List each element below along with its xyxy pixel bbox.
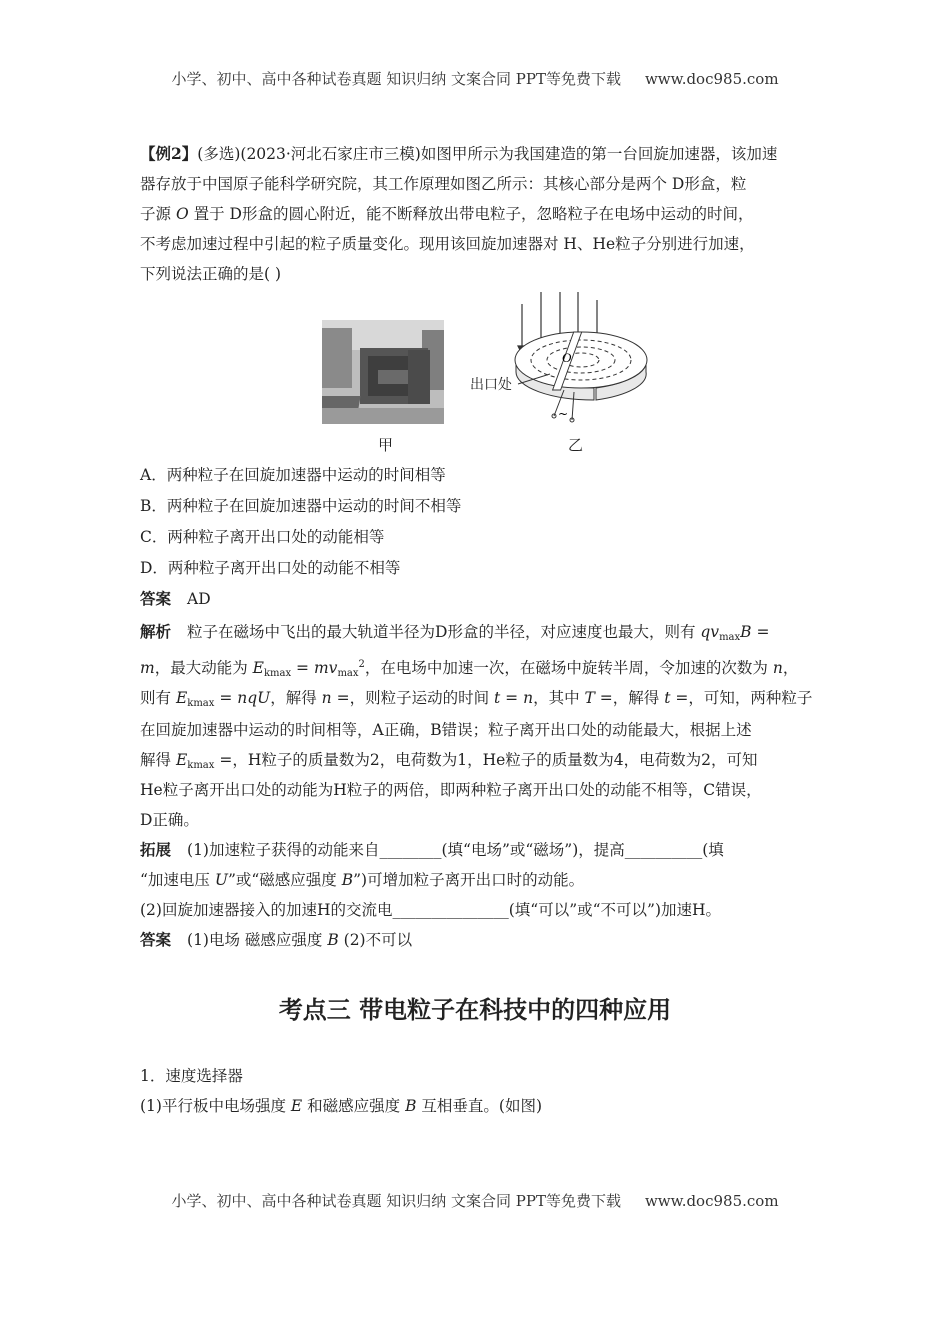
example-line-1 — [140, 142, 812, 166]
analysis-text-5b: =，H粒子的质量数为2，电荷数为1，He粒子的质量数为4，电荷数为2，可知 — [214, 751, 758, 769]
extension-line-1 — [140, 838, 812, 862]
analysis-var-m: m — [140, 659, 155, 677]
figure-exit-label: 出口处 — [470, 377, 512, 393]
figure-caption-a: 甲 — [378, 436, 394, 454]
analysis-line-2 — [140, 653, 812, 686]
option-c: C．两种粒子离开出口处的动能相等 — [140, 528, 385, 546]
item1-text-a: (1)平行板中电场强度 — [140, 1097, 291, 1115]
analysis-var-e: E — [252, 659, 264, 677]
answer-label: 答案 — [140, 589, 172, 608]
analysis-line-6 — [140, 778, 812, 802]
extension-label: 拓展 — [140, 840, 172, 859]
footer-text: 小学、初中、高中各种试卷真题 知识归纳 文案合同 PPT等免费下载 — [171, 1192, 621, 1210]
analysis-sub-kmax2: kmax — [187, 698, 215, 709]
example-line-5 — [140, 262, 812, 286]
example-line-4 — [140, 232, 812, 256]
analysis-sub-kmax: kmax — [263, 668, 292, 679]
figure-caption-b: 乙 — [568, 436, 584, 454]
item1-text-c: 互相垂直。(如图) — [416, 1097, 542, 1115]
option-b: B．两种粒子在回旋加速器中运动的时间不相等 — [140, 497, 462, 515]
example-text-2: 器存放于中国原子能科学研究院，其工作原理如图乙所示：其核心部分是两个 D形盒，粒 — [140, 175, 747, 193]
item1-line-1 — [140, 1094, 812, 1118]
page-footer — [0, 1190, 950, 1211]
answer2-text-a: (1)电场 磁感应强度 — [187, 931, 328, 949]
analysis-text-2d: ， — [782, 659, 799, 677]
figure-ac-symbol: ~ — [558, 407, 569, 421]
analysis-var-mv: mv — [313, 659, 338, 677]
item1-var-b: B — [405, 1097, 417, 1115]
example-line-2 — [140, 172, 812, 196]
analysis-label: 解析 — [140, 622, 172, 641]
option-a: A．两种粒子在回旋加速器中运动的时间相等 — [140, 466, 446, 484]
analysis-var-period: T — [584, 689, 595, 707]
analysis-var-e2: E — [175, 689, 188, 707]
option-d: D．两种粒子离开出口处的动能不相等 — [140, 559, 401, 577]
analysis-eq2: = — [291, 659, 314, 677]
analysis-line-4 — [140, 718, 812, 742]
example-text-3b: 置于 D形盒的圆心附近，能不断释放出带电粒子，忽略粒子在电场中运动的时间， — [188, 205, 754, 223]
answer-value: AD — [187, 590, 211, 608]
example-var-o: O — [175, 205, 189, 223]
analysis-text-3f: ，其中 — [533, 689, 585, 707]
analysis-text-6: He粒子离开出口处的动能为H粒子的两倍，即两种粒子离开出口处的动能不相等，C错误， — [140, 781, 762, 799]
extension-text-2c: ”)可增加粒子离开出口时的动能。 — [353, 871, 585, 889]
analysis-text-5a: 解得 — [140, 751, 176, 769]
analysis-text-3c: ，解得 — [270, 689, 322, 707]
section-title: 考点三 带电粒子在科技中的四种应用 — [278, 996, 672, 1024]
analysis-sub-kmax3: kmax — [187, 760, 215, 771]
analysis-line-5 — [140, 748, 812, 778]
analysis-line-3 — [140, 686, 812, 716]
analysis-var-qv: qv — [700, 623, 720, 641]
answer2-var-b: B — [327, 931, 339, 949]
header-url[interactable]: www.doc985.com — [644, 70, 779, 88]
extension-var-u: U — [214, 871, 228, 889]
item1-title: 1．速度选择器 — [140, 1067, 243, 1085]
analysis-sub-max: max — [719, 632, 741, 643]
item1-text-b: 和磁感应强度 — [302, 1097, 406, 1115]
analysis-text-2c: ，在电场中加速一次，在磁场中旋转半周，令加速的次数为 — [364, 659, 773, 677]
analysis-eq: = — [751, 623, 770, 641]
example-line-3 — [140, 202, 812, 226]
extension-text-3: (2)回旋加速器接入的加速H的交流电_______________(填“可以”或“不可以”)加速H。 — [140, 901, 722, 919]
analysis-text-7: D正确。 — [140, 811, 199, 829]
figure-diagram-cyclotron — [466, 290, 656, 426]
analysis-text-3d: =，则粒子运动的时间 — [331, 689, 494, 707]
analysis-text-1: 粒子在磁场中飞出的最大轨道半径为D形盒的半径，对应速度也最大，则有 — [187, 623, 701, 641]
example-text-3a: 子源 — [140, 205, 176, 223]
figure-photo-cyclotron — [322, 320, 444, 424]
extension-text-2a: “加速电压 — [140, 871, 215, 889]
analysis-var-t2: t — [664, 689, 671, 707]
example-tag: 【例2】 — [140, 144, 198, 163]
analysis-sub-max2: max — [337, 668, 359, 679]
analysis-var-b: B — [740, 623, 752, 641]
extension-text-1: (1)加速粒子获得的动能来自________(填“电场”或“磁场”)，提高__________(填 — [187, 841, 724, 859]
example-text-1: (多选)(2023·河北石家庄市三模)如图甲所示为我国建造的第一台回旋加速器，该加速 — [197, 145, 778, 163]
extension-line-2 — [140, 868, 812, 892]
analysis-line-1 — [140, 620, 812, 650]
item1-var-e: E — [290, 1097, 303, 1115]
extension-var-b: B — [341, 871, 354, 889]
analysis-var-n2: n — [321, 689, 332, 707]
analysis-var-n3: n — [523, 689, 534, 707]
analysis-text-3h: =，可知，两种粒子 — [670, 689, 813, 707]
answer-line — [140, 587, 812, 611]
extension-line-3 — [140, 898, 812, 922]
example-text-5: 下列说法正确的是( ) — [140, 265, 282, 283]
analysis-eq3: = — [214, 689, 238, 707]
analysis-text-2a: ，最大动能为 — [154, 659, 253, 677]
analysis-line-7 — [140, 808, 812, 832]
analysis-sup-2: 2 — [358, 659, 365, 670]
extension-text-2b: ”或“磁感应强度 — [227, 871, 342, 889]
analysis-var-t: t — [494, 689, 501, 707]
header-text: 小学、初中、高中各种试卷真题 知识归纳 文案合同 PPT等免费下载 — [171, 70, 621, 88]
example-text-4: 不考虑加速过程中引起的粒子质量变化。现用该回旋加速器对 H、He粒子分别进行加速， — [140, 235, 755, 253]
page-header — [0, 68, 950, 89]
footer-url[interactable]: www.doc985.com — [644, 1192, 779, 1210]
analysis-var-n: n — [772, 659, 783, 677]
analysis-eq4: = — [500, 689, 524, 707]
analysis-var-nqu: nqU — [237, 689, 271, 707]
figure-o-label: O — [562, 350, 572, 365]
answer2-line — [140, 928, 812, 952]
analysis-text-3g: =，解得 — [594, 689, 665, 707]
analysis-text-4: 在回旋加速器中运动的时间相等，A正确，B错误；粒子离开出口处的动能最大，根据上述 — [140, 721, 752, 739]
analysis-var-e3: E — [175, 751, 188, 769]
answer2-label: 答案 — [140, 930, 172, 949]
analysis-text-3a: 则有 — [140, 689, 176, 707]
answer2-text-b: (2)不可以 — [338, 931, 413, 949]
